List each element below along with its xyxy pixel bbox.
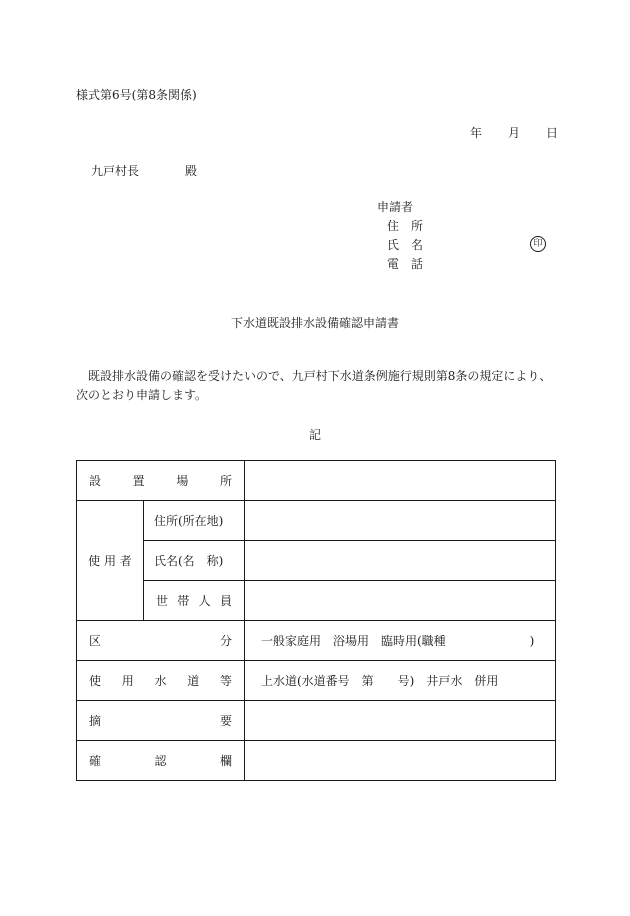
table-row-summary xyxy=(77,701,556,741)
summary-label xyxy=(77,701,245,741)
label-char: 確 xyxy=(89,754,102,768)
applicant-title: 申請者 xyxy=(377,200,414,214)
table-row-household xyxy=(77,581,556,621)
table-row-location xyxy=(77,461,556,501)
label-char: 区 xyxy=(89,634,102,648)
user-name-label: 氏名(名 称) xyxy=(144,541,245,581)
label-char: 等 xyxy=(219,674,232,688)
location-value-cell[interactable] xyxy=(245,461,556,501)
addressee xyxy=(91,162,197,179)
table-row-user-address xyxy=(77,501,556,541)
date-month: 月 xyxy=(508,126,521,140)
application-table xyxy=(76,460,556,781)
household-label xyxy=(144,581,245,621)
label-char: 水 xyxy=(154,674,167,688)
user-address-label: 住所(所在地) xyxy=(144,501,245,541)
date-line xyxy=(470,124,558,141)
confirm-value-cell[interactable] xyxy=(245,741,556,781)
date-day: 日 xyxy=(546,126,559,140)
label-char: 道 xyxy=(187,674,200,688)
label-char: 員 xyxy=(219,594,232,608)
label-char: 帯 xyxy=(177,594,190,608)
user-name-value-cell[interactable] xyxy=(245,541,556,581)
location-label xyxy=(77,461,245,501)
label-char: 欄 xyxy=(219,754,232,768)
body-text-content: 既設排水設備の確認を受けたいので、九戸村下水道条例施行規則第8条の規定により、次のとおり申請します。 xyxy=(76,369,552,402)
body-text xyxy=(76,367,558,405)
addressee-name: 九戸村長 xyxy=(91,164,140,178)
document-title: 下水道既設排水設備確認申請書 xyxy=(230,316,399,330)
label-char: 使 xyxy=(89,674,102,688)
ki-label: 記 xyxy=(308,428,321,442)
label-char: 場 xyxy=(176,474,189,488)
household-value-cell[interactable] xyxy=(245,581,556,621)
user-address-value-cell[interactable] xyxy=(245,501,556,541)
table-row-water xyxy=(77,661,556,701)
user-label: 使 用 者 xyxy=(77,501,144,621)
label-char: 摘 xyxy=(89,714,102,728)
label-char: 用 xyxy=(121,674,134,688)
table-row-category xyxy=(77,621,556,661)
label-char: 置 xyxy=(132,474,145,488)
addressee-honorific: 殿 xyxy=(185,164,198,178)
label-char: 設 xyxy=(89,474,102,488)
seal-mark: 印 xyxy=(530,236,546,252)
label-char: 認 xyxy=(154,754,167,768)
table-row-user-name xyxy=(77,541,556,581)
label-char: 要 xyxy=(219,714,232,728)
category-label xyxy=(77,621,245,661)
form-number: 様式第6号(第8条関係) xyxy=(76,88,197,102)
category-value[interactable]: 一般家庭用 浴場用 臨時用(職種 ) xyxy=(245,621,556,661)
label-char: 人 xyxy=(198,594,211,608)
label-char: 世 xyxy=(156,594,169,608)
confirm-label xyxy=(77,741,245,781)
applicant-address-label: 住 所 xyxy=(387,219,424,233)
date-year: 年 xyxy=(470,126,483,140)
label-char: 所 xyxy=(219,474,232,488)
summary-value-cell[interactable] xyxy=(245,701,556,741)
water-value[interactable]: 上水道(水道番号 第 号) 井戸水 併用 xyxy=(245,661,556,701)
applicant-name-label: 氏 名 xyxy=(387,238,424,252)
water-label xyxy=(77,661,245,701)
applicant-phone-label: 電 話 xyxy=(387,257,424,271)
table-row-confirm xyxy=(77,741,556,781)
label-char: 分 xyxy=(219,634,232,648)
